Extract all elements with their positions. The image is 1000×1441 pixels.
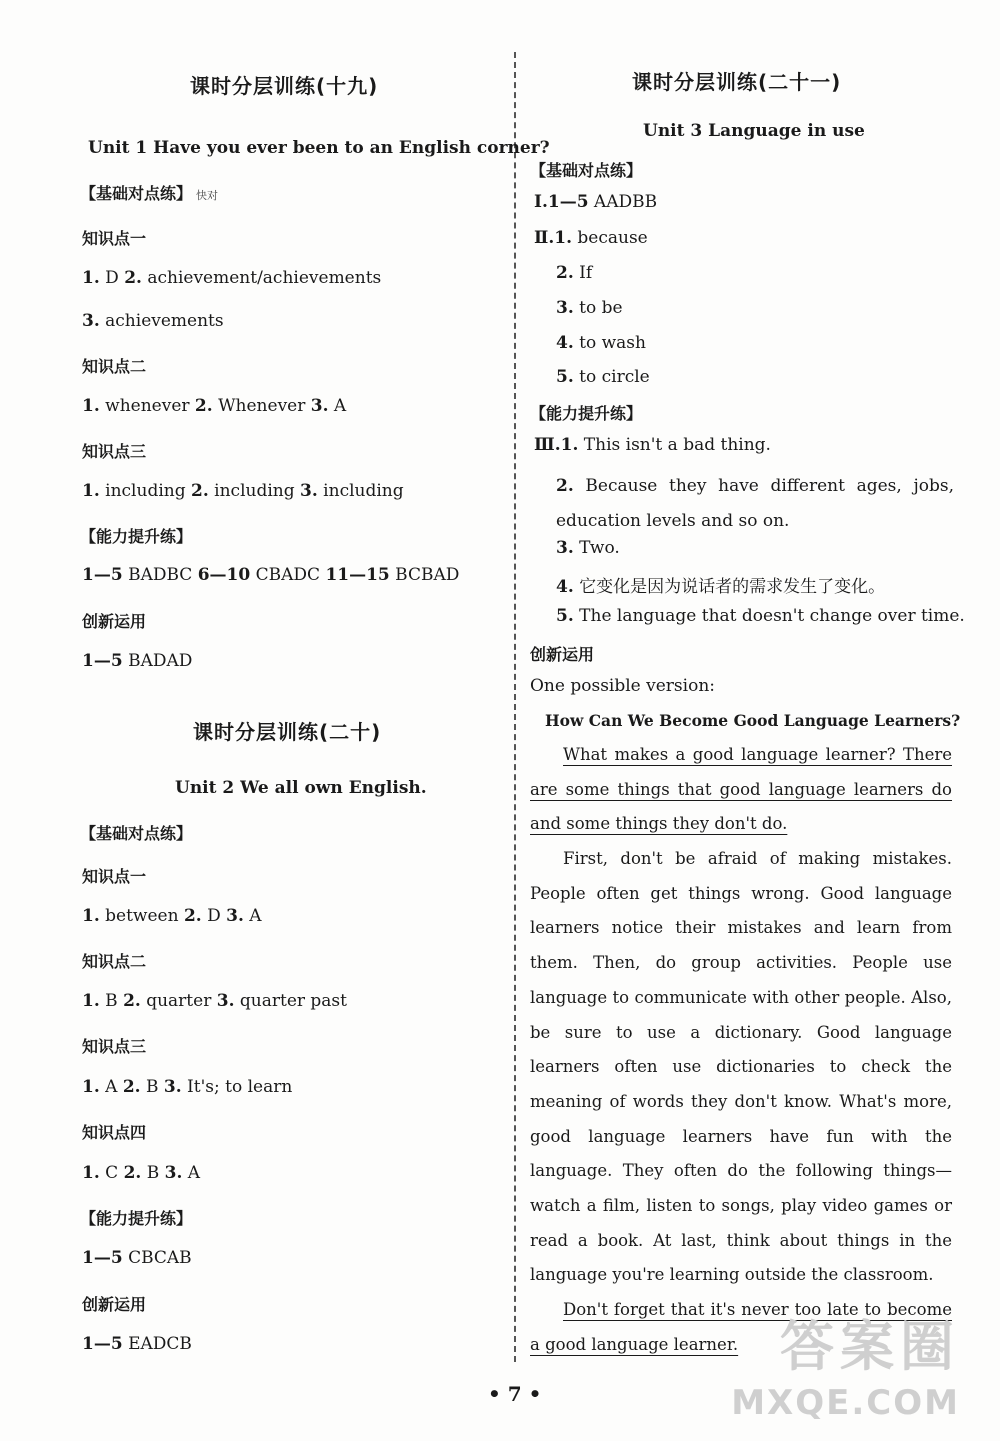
answer-line: 1. between 2. D 3. A — [82, 906, 262, 926]
answer-line: 5. to circle — [556, 367, 650, 387]
innovation-label: 创新运用 — [530, 645, 595, 664]
section-title-19: 课时分层训练(十九) — [190, 74, 379, 98]
ability-practice-label: 【能力提升练】 — [80, 527, 193, 546]
section-title-20: 课时分层训练(二十) — [193, 720, 382, 744]
answer-line: 4. 它变化是因为说话者的需求发生了变化。 — [556, 577, 886, 597]
handwritten-note: 快对 — [196, 189, 219, 202]
basic-practice-label: 【基础对点练】 — [80, 184, 193, 203]
unit-heading-3: Unit 3 Language in use — [643, 121, 865, 141]
answer-line: Ⅲ.1. This isn't a bad thing. — [534, 435, 771, 455]
answer-line: 1. including 2. including 3. including — [82, 481, 404, 501]
answer-line: 3. to be — [556, 298, 623, 318]
knowledge-point-1: 知识点一 — [82, 229, 147, 248]
unit-heading-1: Unit 1 Have you ever been to an English corner? — [88, 138, 550, 158]
essay-paragraph-3: Don't forget that it's never too late to become a good language learner. — [530, 1300, 952, 1354]
answer-line: 5. The language that doesn't change over time. — [556, 606, 965, 626]
page-number: • 7 • — [488, 1382, 542, 1406]
essay-paragraph-2: First, don't be afraid of making mistakes. People often get things wrong. Good language learners notice their mistakes and learn from them. Then, do group activities. People use language to communicate with other people. Also, be sure to use a dictionary. Good language learners often use dictionaries to check the meaning of words they don't know. What's more, good language learners have fun with the language. They often do the following things—watch a film, listen to songs, play video games or read a book. At last, think about things in the language you're learning outside the classroom. — [530, 849, 952, 1285]
knowledge-point-4: 知识点四 — [82, 1123, 147, 1142]
answer-line: 1. C 2. B 3. A — [82, 1163, 201, 1183]
answer-line: 1. A 2. B 3. It's; to learn — [82, 1077, 293, 1097]
answer-line: 1—5 CBCAB — [82, 1248, 192, 1268]
basic-practice-label: 【基础对点练】 — [80, 824, 193, 843]
knowledge-point-3: 知识点三 — [82, 442, 147, 461]
knowledge-point-2: 知识点二 — [82, 357, 147, 376]
watermark-url: MXQE.COM — [731, 1383, 960, 1423]
ability-practice-label: 【能力提升练】 — [530, 404, 643, 423]
unit-heading-2: Unit 2 We all own English. — [175, 778, 427, 798]
innovation-label: 创新运用 — [82, 612, 147, 631]
knowledge-point-1: 知识点一 — [82, 867, 147, 886]
answer-line: Ⅰ.1—5 AADBB — [534, 192, 658, 212]
answer-line: 3. Two. — [556, 538, 620, 558]
answer-line: 2. Because they have different ages, jobs, education levels and so on. — [556, 476, 954, 531]
basic-practice-label: 【基础对点练】 — [530, 161, 643, 180]
answer-line: Ⅱ.1. because — [534, 228, 648, 248]
answer-line: 3. achievements — [82, 311, 224, 331]
answer-line: 1—5 BADBC 6—10 CBADC 11—15 BCBAD — [82, 565, 460, 585]
answer-line: 2. If — [556, 263, 593, 283]
essay-paragraph-1: What makes a good language learner? There are some things that good language learners do and some things they don't do. — [530, 745, 952, 834]
answer-line: 1. D 2. achievement/achievements — [82, 268, 382, 288]
essay-title: How Can We Become Good Language Learners? — [545, 711, 961, 730]
possible-version-label: One possible version: — [530, 676, 715, 696]
column-divider — [514, 52, 516, 1362]
answer-line: 4. to wash — [556, 333, 646, 353]
innovation-label: 创新运用 — [82, 1295, 147, 1314]
ability-practice-label: 【能力提升练】 — [80, 1209, 193, 1228]
section-title-21: 课时分层训练(二十一) — [632, 70, 842, 94]
answer-line: 1—5 BADAD — [82, 651, 193, 671]
answer-line: 1—5 EADCB — [82, 1334, 192, 1354]
basic-practice-row-19 — [80, 181, 218, 204]
watermark-logo: 答案圈 — [780, 1315, 960, 1378]
knowledge-point-3: 知识点三 — [82, 1037, 147, 1056]
knowledge-point-2: 知识点二 — [82, 952, 147, 971]
answer-line: 1. whenever 2. Whenever 3. A — [82, 396, 347, 416]
answer-line: 1. B 2. quarter 3. quarter past — [82, 991, 347, 1011]
